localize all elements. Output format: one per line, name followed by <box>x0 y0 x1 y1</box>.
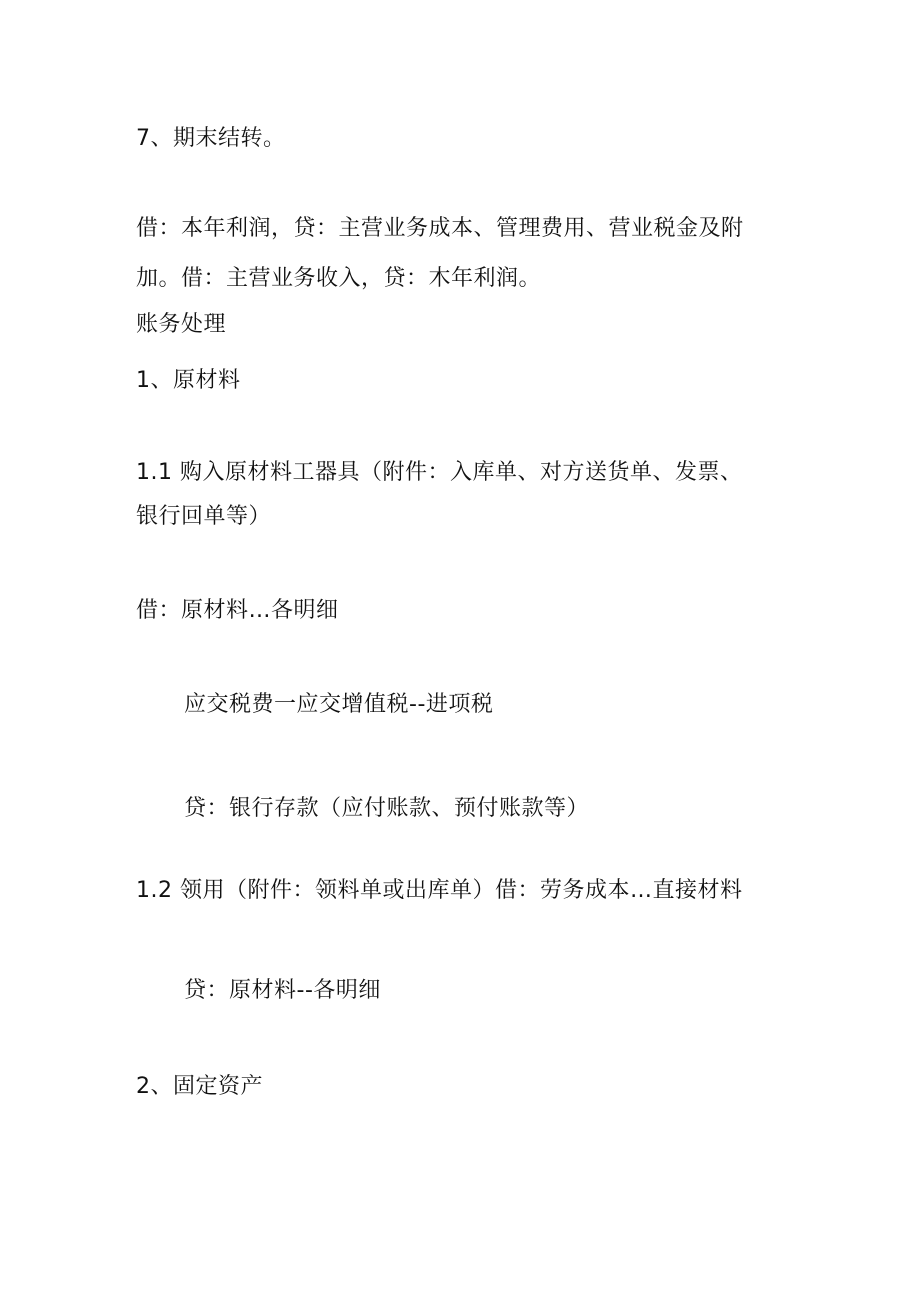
journal-entry-credit: 贷：银行存款（应付账款、预付账款等） <box>184 796 590 821</box>
paragraph-line: 借：本年利润，贷：主营业务成本、管理费用、营业税金及附 <box>136 216 744 241</box>
subsection-heading-requisition: 1.2 领用（附件：领料单或出库单）借：劳务成本…直接材料 <box>136 878 743 903</box>
journal-entry-debit: 借：原材料…各明细 <box>136 598 339 623</box>
journal-entry-credit: 贷：原材料--各明细 <box>184 978 381 1003</box>
paragraph-line: 银行回单等） <box>136 504 272 529</box>
section-heading-accounting: 账务处理 <box>136 312 227 337</box>
paragraph-line: 加。借：主营业务收入，贷：木年利润。 <box>136 266 542 291</box>
section-heading-raw-materials: 1、原材料 <box>136 368 241 393</box>
section-heading-fixed-assets: 2、固定资产 <box>136 1074 263 1099</box>
subsection-heading-purchase: 1.1 购入原材料工器具（附件：入库单、对方送货单、发票、 <box>136 460 743 485</box>
section-heading-period-end-transfer: 7、期末结转。 <box>136 126 286 151</box>
journal-entry-debit-tax: 应交税费一应交增值税--进项税 <box>184 692 494 717</box>
